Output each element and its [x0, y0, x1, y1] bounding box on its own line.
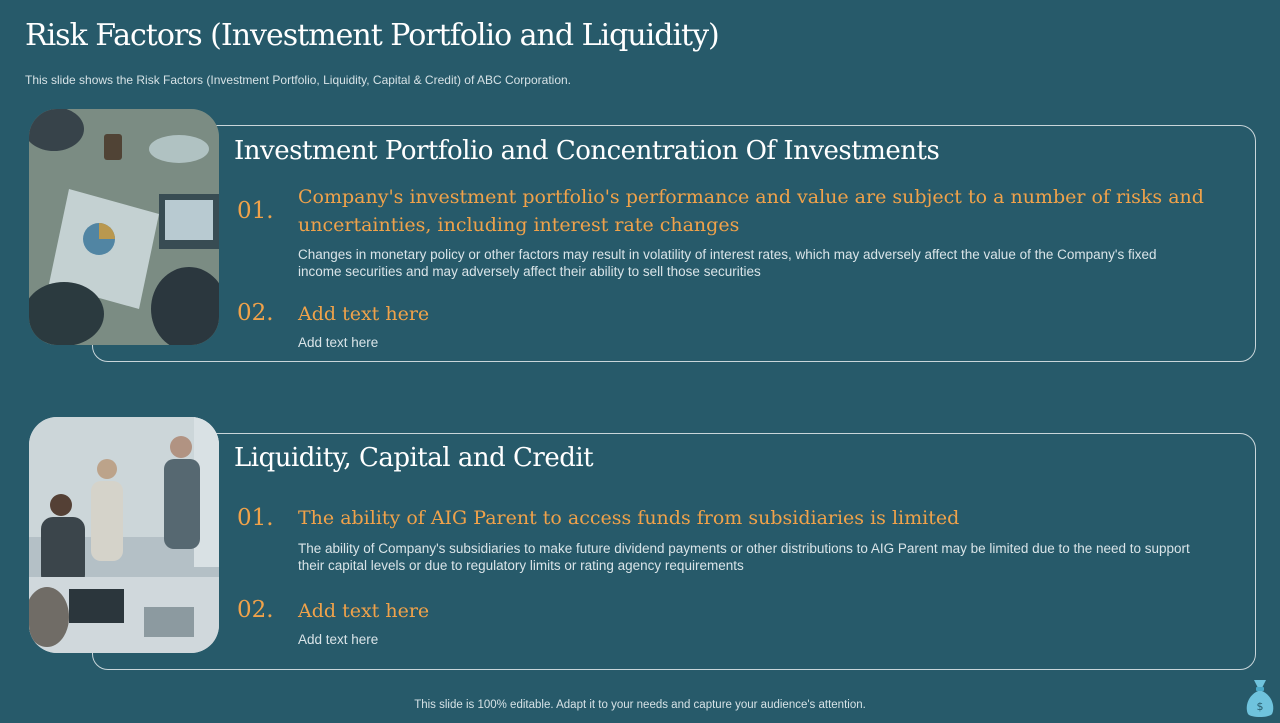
photo-meeting-desk — [29, 109, 219, 345]
slide-subtitle: This slide shows the Risk Factors (Investment Portfolio, Liquidity, Capital & Credit) of ABC Corporation. — [25, 73, 571, 87]
item-heading: Company's investment portfolio's performance and value are subject to a number of risks and uncertainties, including interest rate changes — [298, 186, 1204, 236]
item-heading: Add text here — [298, 303, 430, 325]
item-text: Changes in monetary policy or other factors may result in volatility of interest rates, which may adversely affect the value of the Company's fixed income securities and may adversely affect their ability to sell those securities — [298, 247, 1157, 279]
item-heading: The ability of AIG Parent to access funds from subsidiaries is limited — [298, 507, 960, 529]
item-text: Add text here — [298, 335, 379, 350]
slide-title: Risk Factors (Investment Portfolio and Liquidity) — [25, 18, 719, 53]
item-number: 01. — [237, 198, 274, 224]
item-number: 02. — [237, 300, 274, 326]
footer-note: This slide is 100% editable. Adapt it to your needs and capture your audience's attention. — [414, 699, 866, 711]
money-bag-icon — [1243, 676, 1277, 718]
item-number: 02. — [237, 597, 274, 623]
section-title-liquidity: Liquidity, Capital and Credit — [234, 443, 594, 473]
item-text: The ability of Company's subsidiaries to make future dividend payments or other distributions to AIG Parent may be limited due to the need to support their capital levels or due to regulatory limits or rating agency requirements — [298, 541, 1190, 573]
item-text: Add text here — [298, 632, 379, 647]
svg-text:$: $ — [1256, 700, 1264, 713]
photo-business-team — [29, 417, 219, 653]
section-title-investment: Investment Portfolio and Concentration Of Investments — [234, 136, 940, 166]
item-number: 01. — [237, 505, 274, 531]
item-heading: Add text here — [298, 600, 430, 622]
